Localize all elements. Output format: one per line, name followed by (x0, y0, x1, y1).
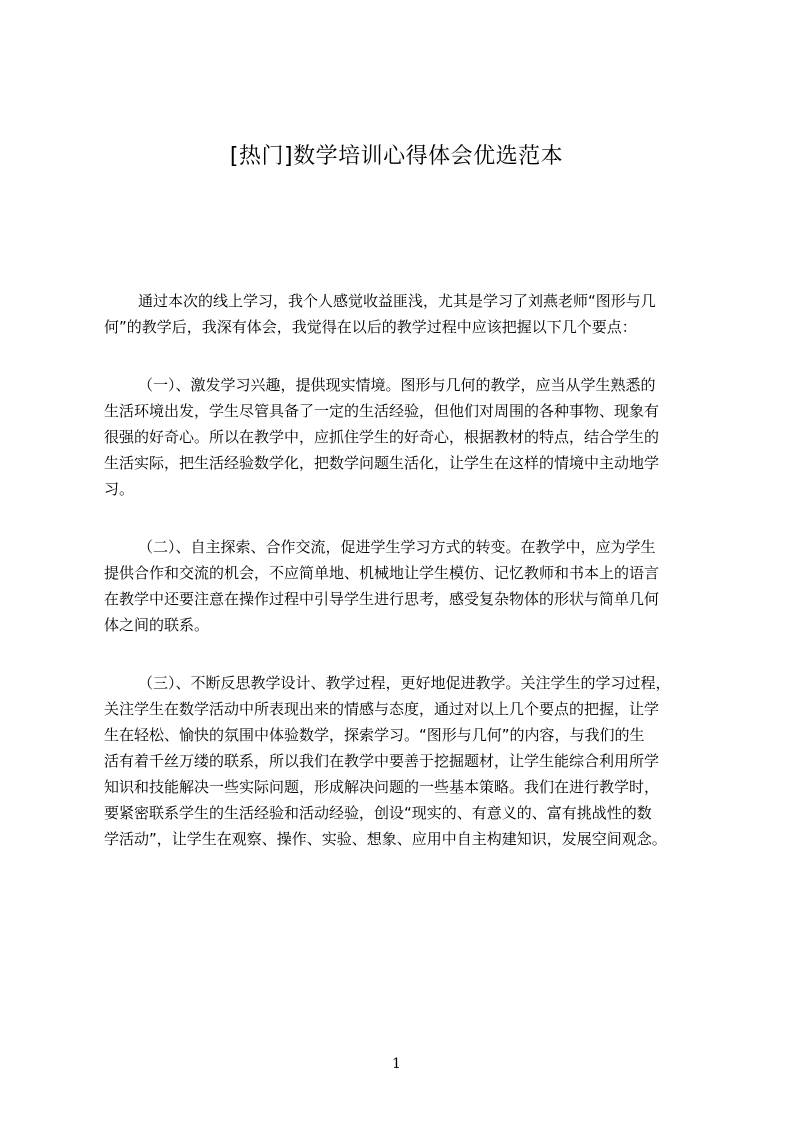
paragraph-line: 学活动”，让学生在观察、操作、实验、想象、应用中自主构建知识，发展空间观念。 (104, 830, 667, 848)
paragraph-line: 提供合作和交流的机会，不应简单地、机械地让学生模仿、记忆教师和书本上的语言 (104, 564, 660, 582)
paragraph-line: 生在轻松、愉快的氛围中体验数学，探索学习。“图形与几何”的内容，与我们的生 (104, 726, 645, 744)
paragraph-line: 生活环境出发，学生尽管具备了一定的生活经验，但他们对周围的各种事物、现象有 (104, 402, 660, 420)
paragraph-line: 通过本次的线上学习，我个人感觉收益匪浅，尤其是学习了刘燕老师“图形与几 (138, 292, 656, 310)
paragraph-line: 很强的好奇心。所以在教学中，应抓住学生的好奇心，根据教材的特点，结合学生的 (104, 428, 660, 446)
paragraph-intro (104, 288, 700, 340)
paragraph-line: （二）、自主探索、合作交流，促进学生学习方式的转变。在教学中，应为学生 (138, 538, 656, 556)
paragraph-point-two (104, 534, 700, 638)
paragraph-line: 活有着千丝万缕的联系，所以我们在教学中要善于挖掘题材，让学生能综合利用所学 (104, 752, 660, 770)
paragraph-point-one (104, 372, 700, 502)
paragraph-line: 体之间的联系。 (104, 616, 210, 634)
page-number: 1 (392, 1056, 401, 1072)
document-body (104, 288, 700, 884)
paragraph-line: 要紧密联系学生的生活经验和活动经验，创设“现实的、有意义的、富有挑战性的数 (104, 804, 652, 822)
paragraph-line: 生活实际，把生活经验数学化，把数学问题生活化，让学生在这样的情境中主动地学 (104, 454, 660, 472)
paragraph-line: 关注学生在数学活动中所表现出来的情感与态度，通过对以上几个要点的把握，让学 (104, 700, 660, 718)
paragraph-line: 在教学中还要注意在操作过程中引导学生进行思考，感受复杂物体的形状与简单几何 (104, 590, 660, 608)
paragraph-point-three (104, 670, 700, 852)
paragraph-line: （三）、不断反思教学设计、教学过程，更好地促进教学。关注学生的学习过程， (138, 674, 671, 692)
paragraph-line: 习。 (104, 480, 135, 498)
paragraph-line: 知识和技能解决一些实际问题，形成解决问题的一些基本策略。我们在进行教学时， (104, 778, 660, 796)
paragraph-line: （一）、激发学习兴趣，提供现实情境。图形与几何的教学，应当从学生熟悉的 (138, 376, 656, 394)
paragraph-line: 何”的教学后，我深有体会，我觉得在以后的教学过程中应该把握以下几个要点： (104, 318, 637, 336)
page-title: [热门]数学培训心得体会优选范本 (229, 144, 564, 169)
